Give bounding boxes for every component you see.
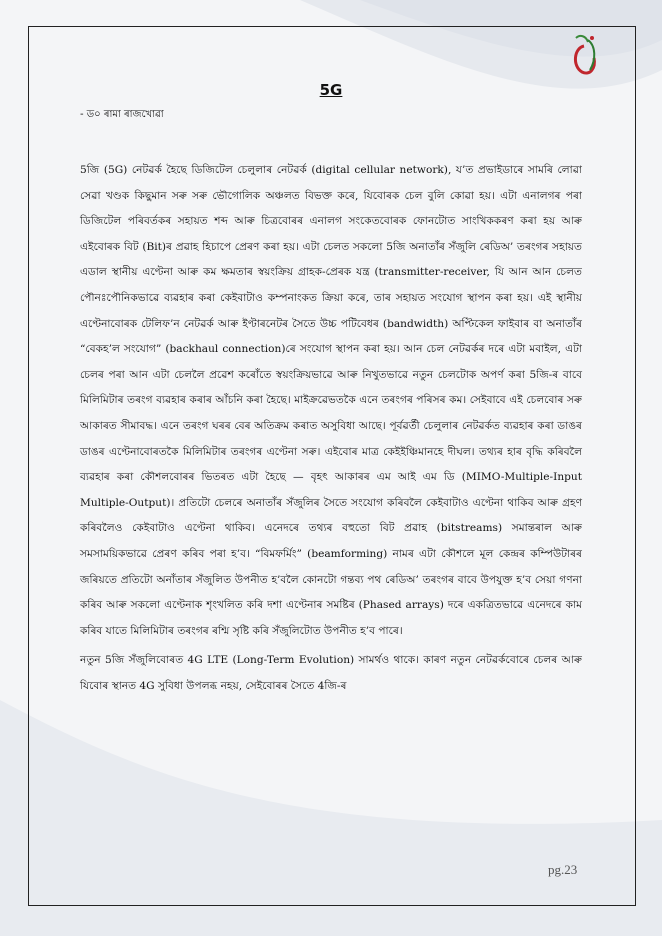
author-byline: - ড০ ৰামা ৰাজখোৱা xyxy=(80,109,164,120)
page-title: 5G xyxy=(319,81,343,99)
seal-logo xyxy=(566,30,626,86)
page-number: pg.23 xyxy=(548,862,578,877)
article-body xyxy=(80,158,582,703)
paragraph: 5জি (5G) নেটৱৰ্ক হৈছে ডিজিটেল চেলুলাৰ নেটৱৰ্ক (digital cellular network), য’ত প্ৰভাইডাৰে সামৰি লোৱা সেৱা খণ্ডক কিছুমান সৰু সৰু ভৌগোলিক অঞ্চলত বিভক্ত কৰে, যিবোৰক চেল বুলি কোৱা হয়। এটা এনালগৰ পৰা ডিজিটেল পৰিবৰ্তকৰ সহায়ত শব্দ আৰু চিত্ৰবোৰৰ এনালগ সংকেতবোৰক ফোনটোত সাংখিককৰণ কৰা হয় আৰু এইবোৰক বিট (Bit)ৰ প্ৰৱাহ হিচাপে প্ৰেৰণ কৰা হয়। এটা চেলত সকলো 5জি অনাতাঁৰ সঁজুলি ৰেডিঅ’ তৰংগৰ সহায়ত এডাল স্থানীয় এণ্টেনা আৰু কম ক্ষমতাৰ স্বয়ংক্ৰিয় গ্ৰাহক-প্ৰেৰক যন্ত্ৰ (transmitter-receiver, যি আন আন চেলত পৌনঃপৌনিকভাৱে ব্যৱহাৰ কৰা কেইবাটাও কম্পনাংকত ক্ৰিয়া কৰে, তাৰ সহায়ত সংযোগ স্থাপন কৰা হয়। এই স্থানীয় এণ্টেনাবোৰক টেলিফ’ন নেটৱৰ্ক আৰু ইণ্টাৰনেটৰ সৈতে উচ্চ পটিবেধৰ (bandwidth) অপ্টিকেল ফাইবাৰ বা অনাতাঁৰ “বেকহ’ল সংযোগ” (backhaul connection)ৰে সংযোগ স্থাপন কৰা হয়। আন চেল নেটৱৰ্কৰ দৰে এটা মবাইল, এটা চেলৰ পৰা আন এটা চেললৈ প্ৰৱেশ কৰোঁতে স্বয়ংক্ৰিয়ভাৱে আৰু নিখুতভাৱে নতুন চেলটোক অপৰ্ণ কৰা 5জি-ৰ বাবে মিলিমিটাৰ তৰংগ ব্যৱহাৰ কৰাৰ আঁচনি কৰা হৈছে। মাইক্ৰৱেভতকৈ এনে তৰংগৰ পৰিসৰ কম। সেইবাবে এই চেলবোৰ সৰু আকাৰত সীমাবদ্ধ। এনে তৰংগ ঘৰৰ বেৰ অতিক্ৰম কৰাত অসুবিধা আছে। পূৰ্বৱৰ্তী চেলুলাৰ নেটৱৰ্কত ব্যৱহাৰ কৰা ডাঙৰ ডাঙৰ এণ্টেনাবোৰতকৈ মিলিমিটাৰ তৰংগৰ এণ্টেনা সৰু। এইবোৰ মাত্ৰ কেইইঞ্চিমানহে দীঘল। তথ্যৰ হাৰ বৃদ্ধি কৰিবলৈ ব্যৱহাৰ কৰা কৌশলবোৰৰ ভিতৰত এটা হৈছে — বৃহৎ আকাৰৰ এম আই এম ডি (MIMO-Multiple-Input Multiple-Output)। প্ৰতিটো চেলৰে অনাতাঁৰ সঁজুলিৰ সৈতে সংযোগ কৰিবলৈ কেইবাটাও এণ্টেনা থাকিব আৰু গ্ৰহণ কৰিবলৈও কেইবাটাও এণ্টেনা থাকিব। এনেদৰে তথ্যৰ বহুতো বিট প্ৰৱাহ (bitstreams) সমান্তৰাল আৰু সমসাময়িকভাৱে প্ৰেৰণ কৰিব পৰা হ’ব। “বিমফৰ্মিং” (beamforming) নামৰ এটা কৌশলে মূল কেন্দ্ৰৰ কম্পিউটাৰৰ জৰিয়তে প্ৰতিটো অনাঁতাৰ সঁজুলিত উপনীত হ’বলৈ কোনটো গন্তব্য পথ ৰেডিঅ’ তৰংগৰ বাবে উপযুক্ত হ’ব সেয়া গণনা কৰিব আৰু সকলো এণ্টেনাক শৃংখলিত কৰি দশা এণ্টেনাৰ সমষ্টিৰ (Phased arrays) দৰে একত্ৰিতভাৱে এনেদৰে কাম কৰিব যাতে মিলিমিটাৰ তৰংগৰ ৰশ্মি সৃষ্টি কৰি সঁজুলিটোত উপনীত হ’ব পাৰে। xyxy=(80,164,582,637)
paragraph: নতুন 5জি সঁজুলিবোৰত 4G LTE (Long-Term Evolution) সামৰ্থও থাকে। কাৰণ নতুন নেটৱৰ্কবোৰে চেলৰ আৰু যিবোৰ স্থানত 4G সুবিধা উপলব্ধ নহয়, সেইবোৰৰ সৈতে 4জি-ৰ xyxy=(80,654,582,692)
seal-logo-icon xyxy=(566,30,626,86)
